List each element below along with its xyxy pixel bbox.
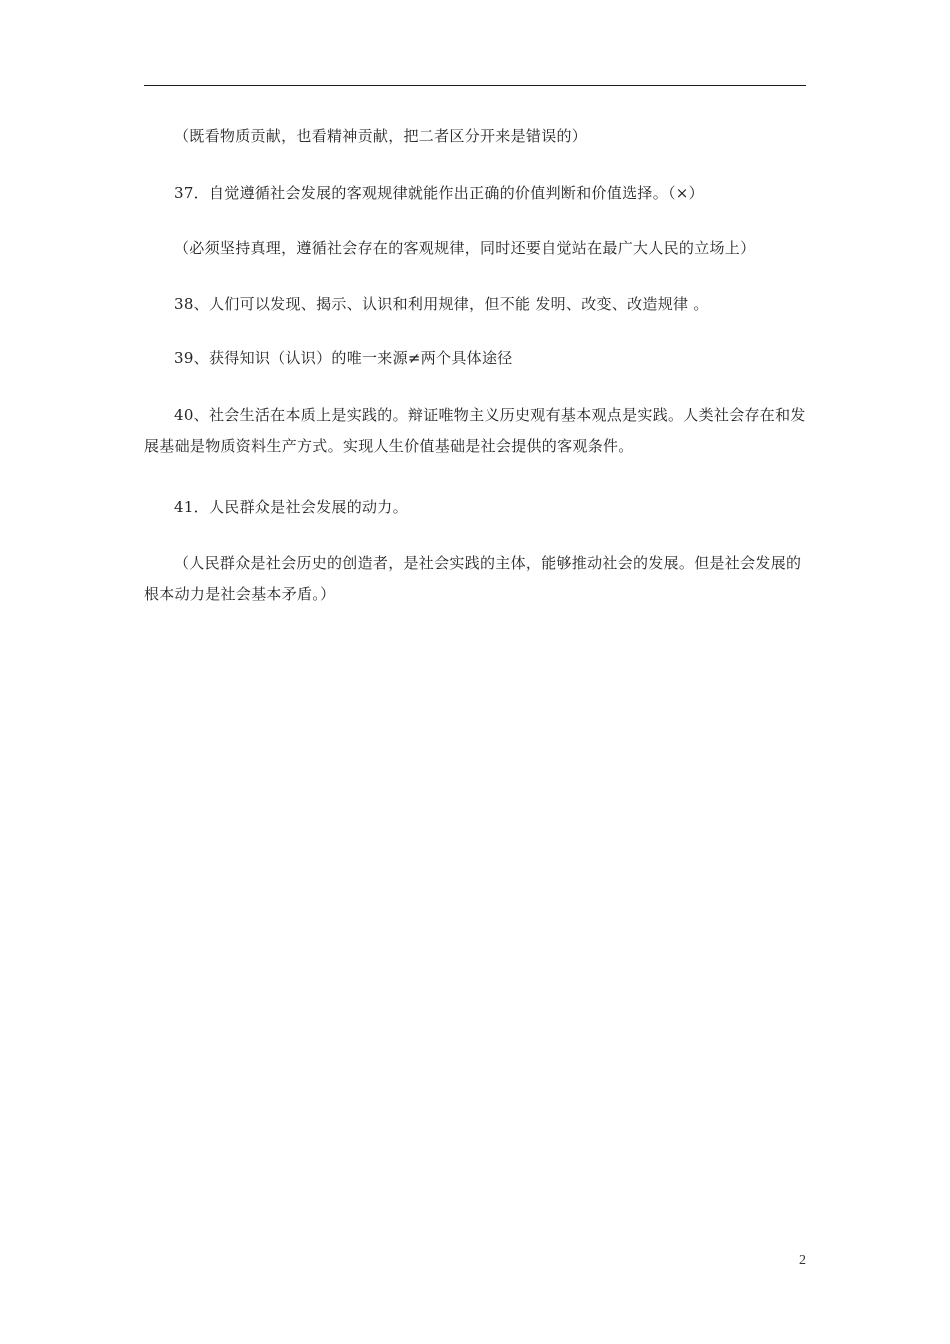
paragraph-item-39: 39、获得知识（认识）的唯一来源≠两个具体途径 [174,349,513,367]
paragraph-item-40: 40、社会生活在本质上是实践的。辩证唯物主义历史观有基本观点是实践。人类社会存在和发展基础是物质资料生产方式。实现人生价值基础是社会提供的客观条件。 [144,406,806,455]
paragraph-item-38: 38、人们可以发现、揭示、认识和利用规律，但不能 发明、改变、改造规律 。 [174,295,709,313]
paragraph-note-masses: （人民群众是社会历史的创造者，是社会实践的主体，能够推动社会的发展。但是社会发展的根本动力是社会基本矛盾。） [144,554,802,603]
paragraph-item-41: 41．人民群众是社会发展的动力。 [174,498,408,516]
paragraph-item-37: 37．自觉遵循社会发展的客观规律就能作出正确的价值判断和价值选择。（×） [174,184,704,202]
page-number: 2 [799,1253,806,1268]
header-rule [144,85,806,86]
paragraph-note-truth: （必须坚持真理，遵循社会存在的客观规律，同时还要自觉站在最广大人民的立场上） [174,239,756,257]
paragraph-note-contribution: （既看物质贡献，也看精神贡献，把二者区分开来是错误的） [174,127,588,145]
